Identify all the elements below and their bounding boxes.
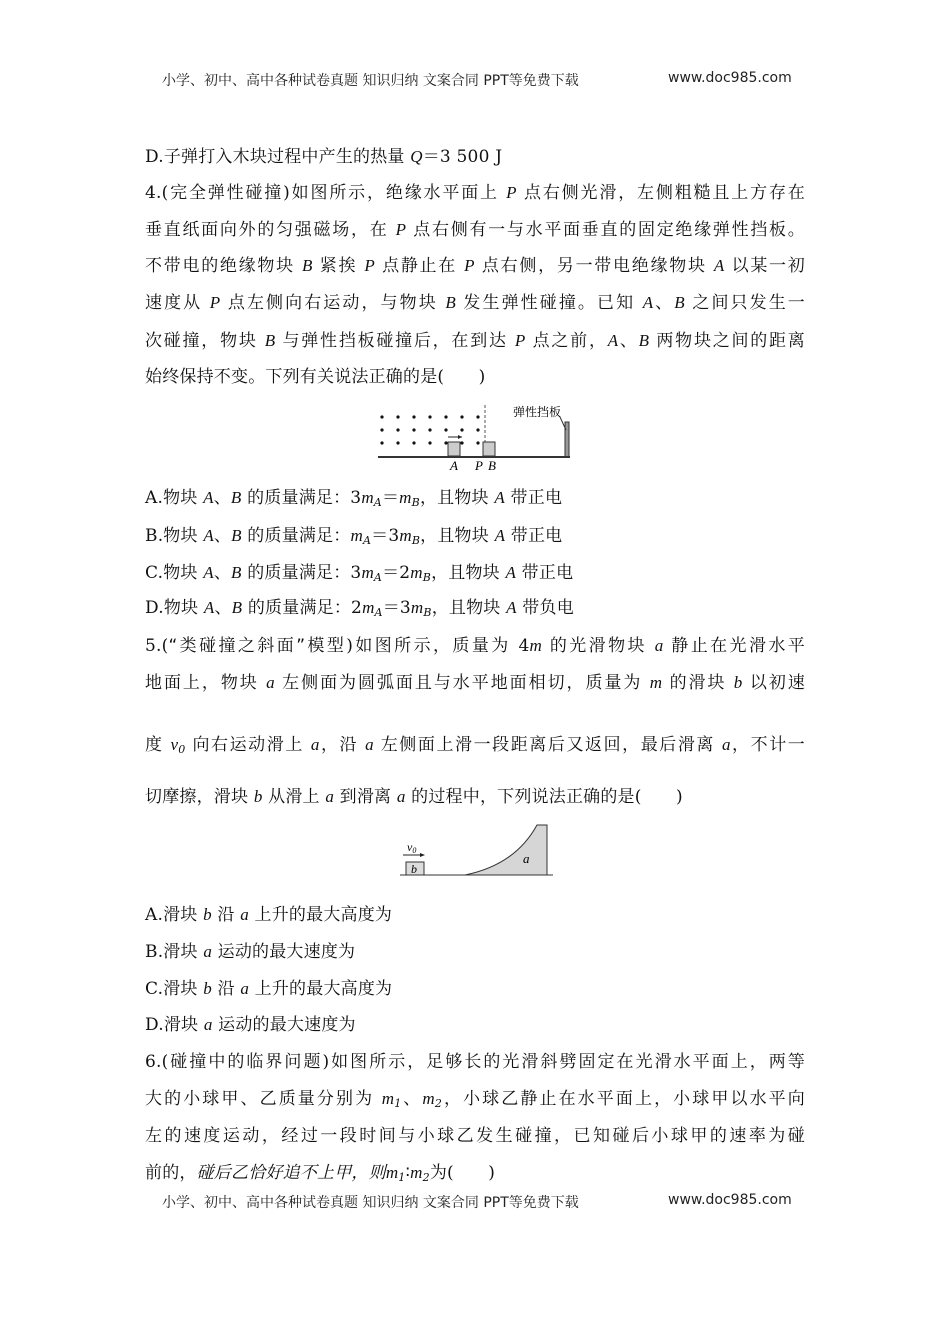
text-segment: 的质量满足：3 — [241, 488, 362, 508]
text-line — [145, 635, 805, 657]
text-segment: 与弹性挡板碰撞后，在到达 — [275, 331, 515, 351]
text-segment: B — [411, 496, 420, 509]
text-segment: B — [674, 293, 685, 312]
text-segment: 6.( — [145, 1052, 169, 1072]
text-segment: 、 — [213, 488, 231, 508]
text-segment: a — [203, 942, 213, 961]
text-segment: m — [362, 598, 375, 617]
text-segment: 带负电 — [516, 598, 574, 618]
field-dot — [396, 415, 399, 418]
magnetic-field-dots — [380, 415, 479, 444]
text-segment: A — [203, 598, 215, 617]
text-segment: 的过程中，下列说法正确的是( ) — [405, 787, 683, 807]
text-line — [145, 734, 805, 761]
text-line — [145, 904, 805, 926]
text-line — [145, 146, 805, 168]
text-segment: A.物块 — [145, 488, 204, 508]
text-segment: m — [410, 1163, 423, 1182]
label-a: a — [523, 851, 530, 866]
text-segment: A — [607, 331, 619, 350]
text-segment: a — [310, 735, 320, 754]
text-line — [145, 487, 805, 514]
text-segment: Q — [410, 147, 423, 166]
label-v0: v0 — [407, 840, 417, 855]
field-dot — [476, 415, 479, 418]
text-segment: )如图所示，质量为 4 — [346, 636, 530, 656]
text-line — [145, 978, 805, 1000]
text-segment: 静止在光滑水平 — [663, 636, 805, 656]
text-segment: A — [494, 488, 505, 507]
field-dot — [476, 428, 479, 431]
text-segment: “类碰撞之斜面”模型 — [168, 636, 347, 656]
text-segment: 左侧面为圆弧面且与水平地面相切，质量为 — [274, 673, 650, 693]
text-segment: A — [374, 606, 383, 619]
text-segment: 以初速 — [742, 673, 805, 693]
text-segment: 点右侧有一与水平面垂直的固定绝缘弹性挡板。 — [406, 220, 805, 240]
text-segment: m — [361, 563, 374, 582]
text-segment: b — [203, 905, 212, 924]
field-dot — [428, 415, 431, 418]
text-segment: B — [231, 526, 242, 545]
text-segment: m — [399, 526, 412, 545]
text-segment: A — [505, 563, 517, 582]
label-b: B — [488, 458, 496, 473]
text-segment: B — [445, 293, 456, 312]
text-segment: ，且物块 — [431, 598, 507, 618]
text-segment: 为( ) — [429, 1163, 496, 1183]
text-segment: 从滑上 — [262, 787, 326, 807]
text-segment: m — [381, 1089, 395, 1108]
text-line — [145, 562, 805, 589]
text-segment: 0 — [178, 743, 186, 756]
label-a: A — [450, 458, 458, 473]
text-segment: 垂直纸面向外的匀强磁场，在 — [145, 220, 396, 240]
text-segment: 的滑块 — [662, 673, 734, 693]
field-dot — [476, 441, 479, 444]
text-segment: a — [266, 673, 275, 692]
text-segment: v — [170, 735, 179, 754]
text-segment: 两物块之间的距离 — [649, 331, 805, 351]
block-a — [448, 442, 460, 456]
text-segment: 运动的最大速度为 — [212, 942, 356, 962]
text-segment: ＝3 — [371, 526, 400, 546]
figure-curved-slope — [395, 815, 555, 880]
text-segment: A — [373, 496, 382, 509]
text-segment: ∶ — [405, 1163, 411, 1183]
text-segment: a — [365, 735, 374, 754]
text-line — [145, 597, 805, 624]
figure-magnetic-field-collision — [370, 400, 585, 475]
text-segment: ＝3 — [382, 598, 411, 618]
text-segment: 运动的最大速度为 — [212, 1015, 356, 1035]
text-segment: 、 — [401, 1089, 423, 1109]
text-line — [145, 525, 805, 552]
text-segment: B.物块 — [145, 526, 204, 546]
text-segment: 速度从 — [145, 293, 210, 313]
text-segment: 沿 — [211, 979, 241, 999]
text-segment: 完全弹性碰撞 — [168, 183, 284, 203]
text-segment: 之间只发生一 — [684, 293, 805, 313]
text-segment: m — [422, 1089, 435, 1108]
text-segment: 带正电 — [505, 526, 563, 546]
text-line — [145, 1014, 805, 1036]
text-segment: 点之前， — [525, 331, 608, 351]
text-segment: A — [506, 598, 517, 617]
field-dot — [444, 428, 447, 431]
text-segment: 的质量满足： — [241, 526, 351, 546]
text-segment: m — [361, 488, 374, 507]
text-segment: 1 — [394, 1097, 402, 1110]
text-line — [145, 1051, 805, 1073]
text-segment: P — [364, 256, 375, 275]
text-segment: b — [253, 787, 263, 806]
text-segment: a — [721, 735, 731, 754]
text-segment: D.物块 — [145, 598, 204, 618]
text-line — [145, 672, 805, 694]
text-segment: )如图所示，足够长的光滑斜劈固定在光滑水平面上，两等 — [322, 1052, 805, 1072]
text-segment: A — [713, 256, 725, 275]
text-segment: A — [642, 293, 654, 312]
text-segment: P — [514, 331, 526, 350]
text-segment: 带正电 — [504, 488, 563, 508]
text-segment: 沿 — [211, 905, 241, 925]
text-segment: 切摩擦，滑块 — [145, 787, 254, 807]
text-segment: 的质量满足：2 — [242, 598, 363, 618]
text-segment: 点右侧，另一带电绝缘物块 — [474, 256, 714, 276]
text-segment: 2 — [434, 1097, 443, 1110]
field-dot — [412, 441, 415, 444]
field-dot — [412, 415, 415, 418]
field-dot — [396, 428, 399, 431]
field-dot — [412, 428, 415, 431]
text-segment: 次碰撞，物块 — [145, 331, 265, 351]
text-segment: 2 — [422, 1171, 430, 1184]
wall-label: 弹性挡板 — [513, 405, 562, 419]
text-line — [145, 255, 805, 277]
text-segment: 到滑离 — [334, 787, 397, 807]
text-segment: 带正电 — [516, 563, 574, 583]
text-segment: C.滑块 — [145, 979, 204, 999]
text-segment: 发生弹性碰撞。已知 — [455, 293, 643, 313]
text-line — [145, 1125, 805, 1147]
field-dot — [380, 415, 383, 418]
text-segment: 度 — [145, 735, 171, 755]
text-segment: B.滑块 — [145, 942, 204, 962]
page-footer — [162, 1192, 792, 1212]
text-segment: 始终保持不变。下列有关说法正确的是( ) — [145, 367, 486, 387]
text-segment: a — [396, 787, 406, 806]
text-segment: P — [209, 293, 221, 312]
text-segment: P — [506, 183, 517, 202]
text-segment: A — [203, 526, 214, 545]
text-segment: m — [649, 673, 663, 692]
text-segment: 点静止在 — [374, 256, 465, 276]
page-header — [162, 70, 792, 90]
text-segment: A — [373, 571, 383, 584]
text-segment: m — [399, 488, 412, 507]
text-segment: C.物块 — [145, 563, 204, 583]
text-segment: ＝ — [381, 488, 400, 508]
text-segment: 、 — [214, 598, 232, 618]
text-segment: 点左侧向右运动，与物块 — [220, 293, 446, 313]
text-segment: b — [203, 979, 212, 998]
text-segment: ，且物块 — [419, 488, 495, 508]
text-segment: a — [203, 1015, 213, 1034]
text-segment: m — [529, 636, 542, 655]
text-line — [145, 219, 805, 241]
text-line — [145, 366, 805, 388]
text-segment: 碰撞中的临界问题 — [168, 1052, 323, 1072]
text-segment: a — [240, 979, 250, 998]
text-segment: a — [325, 787, 335, 806]
text-segment: ，且物块 — [431, 563, 506, 583]
text-segment: 以某一初 — [724, 256, 805, 276]
text-segment: B — [264, 331, 276, 350]
text-segment: A — [363, 534, 372, 547]
header-text: 小学、初中、高中各种试卷真题 知识归纳 文案合同 PPT等免费下载 — [162, 73, 579, 89]
text-segment: 4.( — [145, 183, 169, 203]
text-line — [145, 786, 805, 808]
text-segment: m — [410, 563, 423, 582]
text-segment: 、 — [618, 331, 639, 351]
text-segment: 5.( — [145, 636, 169, 656]
footer-text: 小学、初中、高中各种试卷真题 知识归纳 文案合同 PPT等免费下载 — [162, 1195, 579, 1211]
text-segment: m — [410, 598, 424, 617]
text-line — [145, 182, 805, 204]
text-segment: B — [231, 598, 243, 617]
text-segment: 大的小球甲、乙质量分别为 — [145, 1089, 382, 1109]
text-segment: D.子弹打入木块过程中产生的热量 — [145, 147, 411, 167]
text-segment: 的质量满足：3 — [241, 563, 362, 583]
field-dot — [444, 415, 447, 418]
field-dot — [460, 415, 463, 418]
text-segment: ，且物块 — [420, 526, 495, 546]
text-segment: A — [203, 563, 214, 582]
text-segment: 碰后乙恰好追不上甲，则 — [196, 1163, 386, 1182]
text-line — [145, 1088, 805, 1115]
text-segment: P — [464, 256, 475, 275]
field-dot — [380, 441, 383, 444]
text-segment: B — [638, 331, 650, 350]
text-segment: )如图所示，绝缘水平面上 — [283, 183, 507, 203]
block-b — [483, 442, 495, 456]
text-segment: m — [350, 526, 363, 545]
field-dot — [444, 441, 447, 444]
text-segment: A — [494, 526, 506, 545]
text-segment: A — [203, 488, 214, 507]
field-dot — [428, 428, 431, 431]
text-segment: 点右侧光滑，左侧粗糙且上方存在 — [516, 183, 805, 203]
text-segment: 左侧面上滑一段距离后又返回，最后滑离 — [373, 735, 722, 755]
text-segment: 、 — [213, 563, 232, 583]
text-segment: m — [385, 1163, 399, 1182]
text-line — [145, 330, 805, 352]
label-p: P — [475, 458, 483, 473]
text-segment: P — [395, 220, 407, 239]
text-segment: B — [422, 571, 432, 584]
text-segment: ＝3 500 J — [422, 147, 503, 167]
text-line — [145, 292, 805, 314]
text-segment: a — [240, 905, 249, 924]
text-segment: ，沿 — [319, 735, 366, 755]
text-segment: 1 — [398, 1171, 406, 1184]
text-segment: B — [411, 534, 421, 547]
text-segment: ，小球乙静止在水平面上，小球甲以水平向 — [442, 1089, 805, 1109]
text-segment: 的光滑物块 — [542, 636, 655, 656]
text-segment: 、 — [653, 293, 675, 313]
text-segment: 紧挨 — [312, 256, 365, 276]
header-url[interactable]: www.doc985.com — [668, 70, 792, 86]
text-segment: 不带电的绝缘物块 — [145, 256, 303, 276]
label-b: b — [411, 862, 417, 876]
text-segment: B — [231, 563, 242, 582]
text-segment: a — [654, 636, 664, 655]
text-segment: 地面上，物块 — [145, 673, 267, 693]
text-segment: 左的速度运动，经过一段时间与小球乙发生碰撞，已知碰后小球甲的速率为碰 — [145, 1126, 805, 1146]
text-segment: ，不计一 — [730, 735, 805, 755]
text-line — [145, 1162, 805, 1189]
field-dot — [460, 428, 463, 431]
text-segment: ＝2 — [382, 563, 411, 583]
text-segment: b — [733, 673, 743, 692]
text-segment: A.滑块 — [145, 905, 204, 925]
footer-url[interactable]: www.doc985.com — [668, 1192, 792, 1208]
text-segment: 上升的最大高度为 — [249, 979, 393, 999]
block-a-slope — [465, 825, 547, 875]
text-segment: D.滑块 — [145, 1015, 204, 1035]
text-segment: 上升的最大高度为 — [248, 905, 393, 925]
text-segment: B — [423, 606, 432, 619]
field-dot — [380, 428, 383, 431]
field-dot — [460, 441, 463, 444]
text-segment: B — [230, 488, 242, 507]
text-segment: B — [302, 256, 313, 275]
text-line — [145, 941, 805, 963]
text-segment: 、 — [213, 526, 232, 546]
elastic-wall — [565, 422, 569, 457]
text-segment: 向右运动滑上 — [185, 735, 311, 755]
field-dot — [396, 441, 399, 444]
field-dot — [428, 441, 431, 444]
text-segment: 前的， — [145, 1163, 197, 1183]
